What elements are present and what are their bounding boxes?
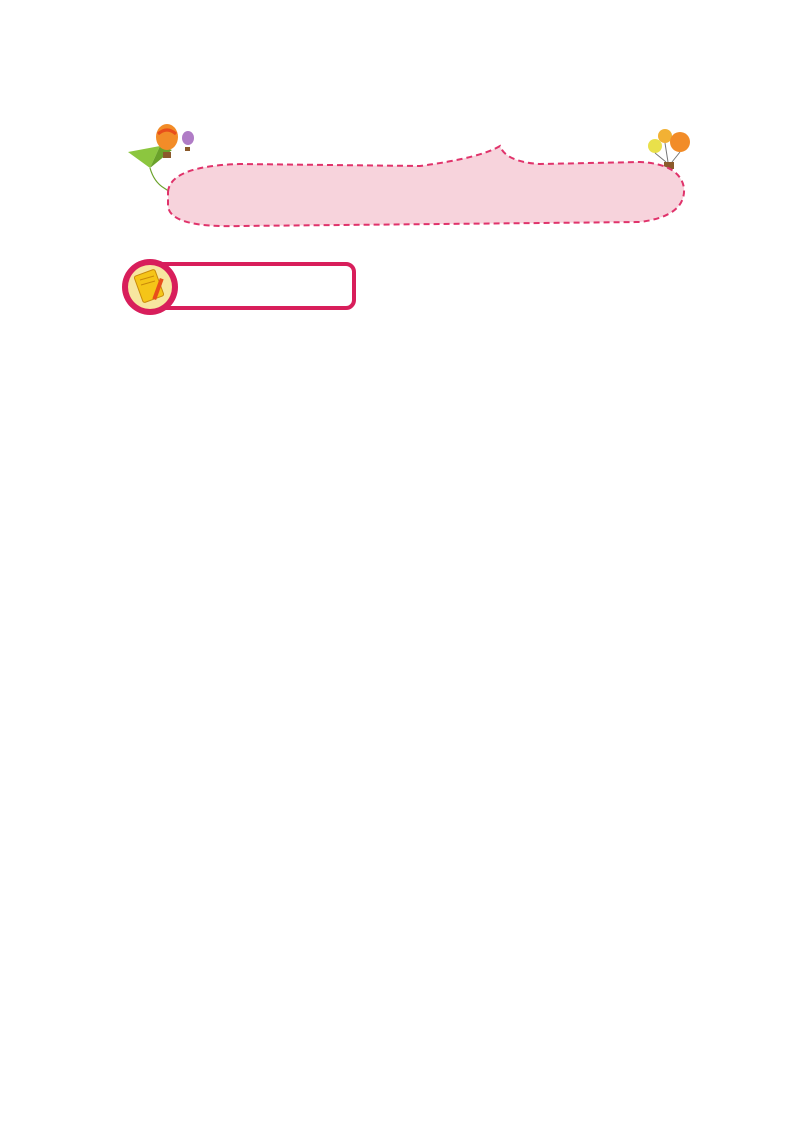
lesson-banner [120, 122, 700, 237]
section-badge [118, 258, 360, 316]
balloon-icon [648, 129, 690, 169]
